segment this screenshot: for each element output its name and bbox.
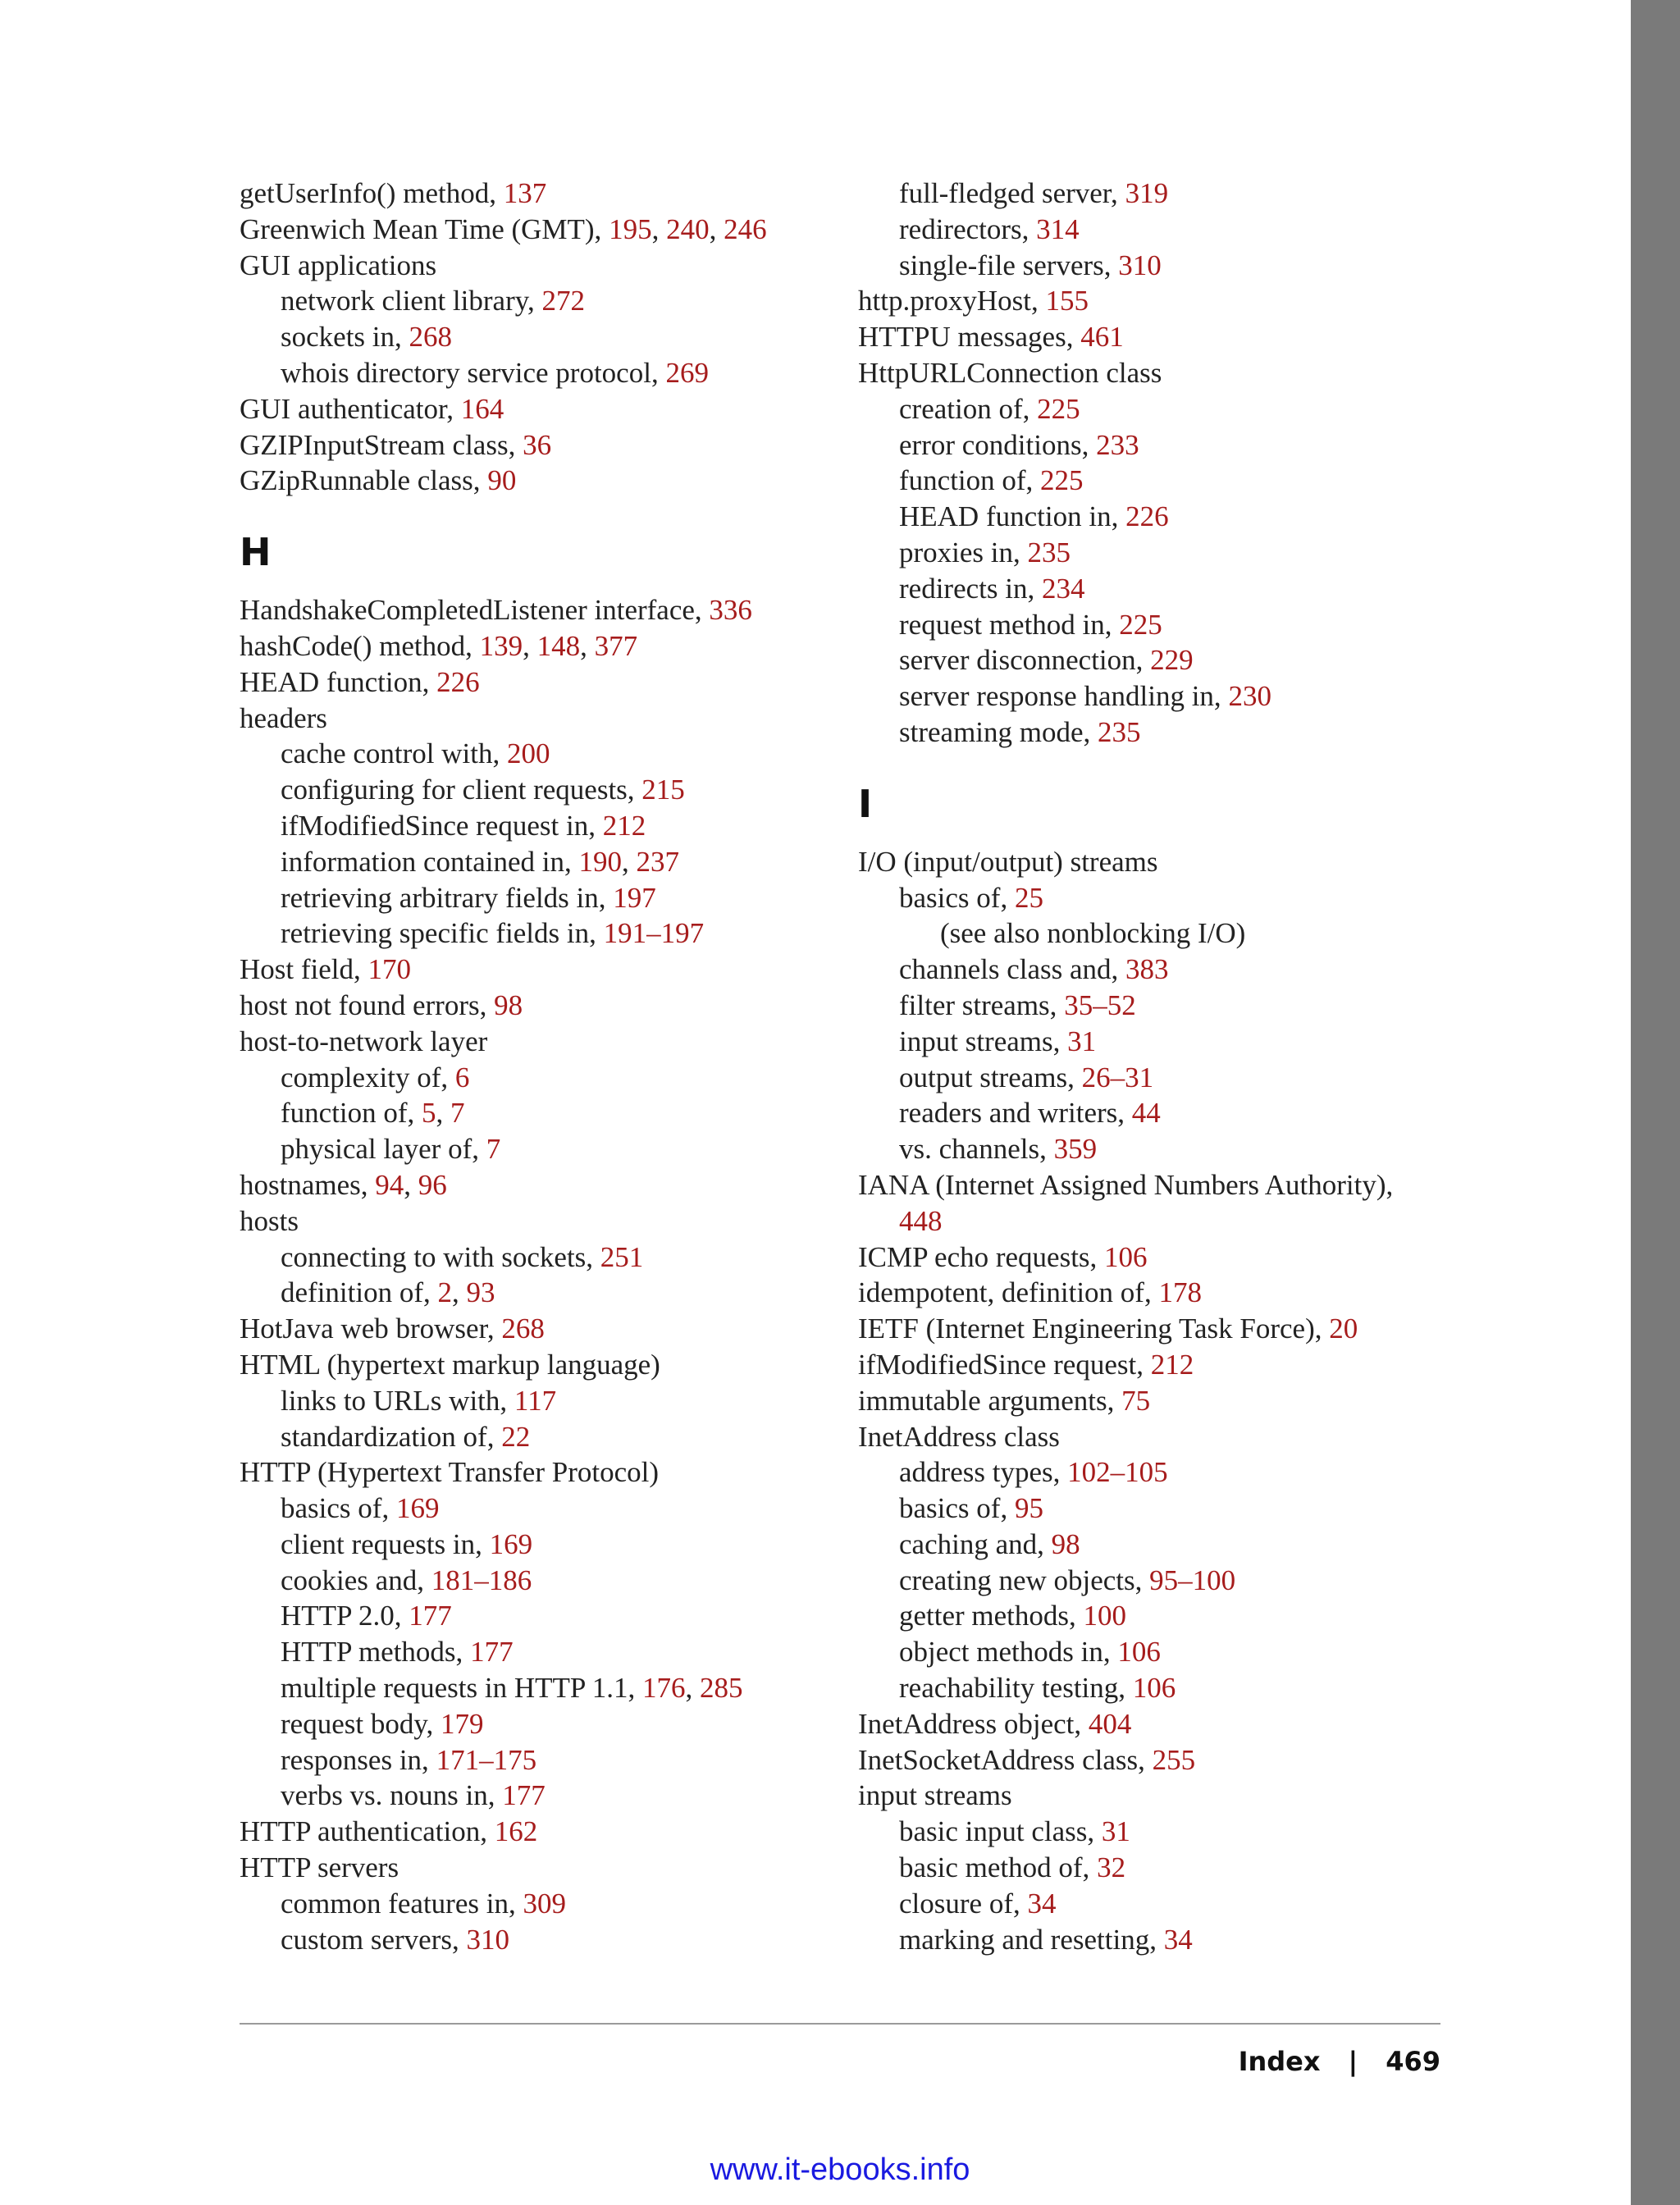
- index-term: physical layer of,: [281, 1133, 486, 1166]
- index-term: marking and resetting,: [899, 1923, 1164, 1956]
- page-reference-link[interactable]: 34: [1027, 1887, 1057, 1920]
- page-reference-link[interactable]: 117: [514, 1384, 557, 1417]
- footer-rule: [240, 2023, 1440, 2025]
- page-footer: [1239, 2043, 1440, 2080]
- index-subentry: [240, 772, 847, 808]
- page-reference-link[interactable]: 7: [450, 1097, 465, 1130]
- page-reference-link[interactable]: 181–186: [431, 1564, 532, 1596]
- index-term: connecting to with sockets,: [281, 1240, 600, 1273]
- index-entry: [858, 355, 1465, 391]
- page-reference-link[interactable]: 268: [501, 1312, 545, 1345]
- index-subentry: [858, 1886, 1465, 1922]
- index-subentry: [240, 880, 847, 916]
- page-reference-link[interactable]: 177: [409, 1600, 452, 1632]
- page-reference-link[interactable]: 225: [1040, 464, 1084, 497]
- index-term: common features in,: [281, 1887, 523, 1920]
- index-term: HTTP 2.0,: [281, 1600, 409, 1632]
- index-subentry: [240, 1634, 847, 1670]
- index-subentry: [240, 1095, 847, 1131]
- index-term: input streams: [858, 1779, 1012, 1812]
- page-reference-link[interactable]: 176: [642, 1672, 686, 1705]
- page-number: 469: [1386, 2046, 1440, 2077]
- index-entry: [240, 592, 847, 628]
- index-term: GUI authenticator,: [240, 392, 461, 425]
- index-subentry: [858, 988, 1465, 1024]
- page-reference-link[interactable]: 285: [700, 1672, 743, 1705]
- index-term: request body,: [281, 1707, 441, 1740]
- index-term: immutable arguments,: [858, 1384, 1122, 1417]
- page-reference-link[interactable]: 90: [487, 464, 517, 497]
- footer-separator: |: [1348, 2046, 1358, 2077]
- page-reference-link[interactable]: 179: [441, 1707, 484, 1740]
- index-term: basics of,: [899, 1492, 1015, 1525]
- page-reference-link[interactable]: 195: [609, 212, 652, 245]
- index-term: standardization of,: [281, 1420, 502, 1453]
- page-reference-link[interactable]: 102–105: [1067, 1456, 1168, 1489]
- index-subentry: [240, 1598, 847, 1634]
- index-subentry: [240, 1275, 847, 1311]
- index-subentry: [240, 736, 847, 772]
- page-reference-link[interactable]: 197: [613, 881, 656, 914]
- page-reference-link[interactable]: 234: [1041, 572, 1085, 605]
- index-term: redirects in,: [899, 572, 1042, 605]
- index-subentry: [858, 176, 1465, 212]
- index-term: network client library,: [281, 285, 542, 317]
- index-entry: [240, 1347, 847, 1383]
- index-subentry: [240, 808, 847, 844]
- ref-separator: ,: [622, 845, 637, 878]
- page-reference-link[interactable]: 2: [437, 1276, 452, 1309]
- index-subentry: [858, 1670, 1465, 1706]
- page-reference-link[interactable]: 178: [1158, 1276, 1202, 1309]
- index-subentry: [240, 915, 847, 952]
- index-subentry: [858, 952, 1465, 988]
- watermark-link[interactable]: www.it-ebooks.info: [710, 2152, 970, 2187]
- page-reference-link[interactable]: 7: [486, 1133, 501, 1166]
- index-term: verbs vs. nouns in,: [281, 1779, 503, 1812]
- page-reference-link[interactable]: 96: [418, 1168, 447, 1201]
- page-reference-link[interactable]: 212: [602, 809, 646, 842]
- page-reference-link[interactable]: 6: [454, 1061, 470, 1093]
- index-term: error conditions,: [899, 428, 1097, 461]
- index-subentry: [240, 1527, 847, 1563]
- index-term: GUI applications: [240, 249, 437, 281]
- index-subentry: [240, 283, 847, 319]
- index-entry: [858, 844, 1465, 880]
- index-subentry: [858, 1095, 1465, 1131]
- index-subentry: [240, 1419, 847, 1455]
- index-term: hashCode() method,: [240, 629, 480, 662]
- index-term: getter methods,: [899, 1600, 1084, 1632]
- page-reference-link[interactable]: 212: [1150, 1348, 1194, 1381]
- page-reference-link[interactable]: 269: [665, 356, 709, 389]
- page-reference-link[interactable]: 191–197: [603, 917, 705, 950]
- index-subentry: [240, 1742, 847, 1778]
- page-reference-link[interactable]: 237: [636, 845, 680, 878]
- index-subentry: [240, 1670, 847, 1706]
- page-reference-link[interactable]: 31: [1101, 1815, 1130, 1848]
- page-reference-link[interactable]: 155: [1045, 285, 1089, 317]
- page-reference-link[interactable]: 177: [502, 1779, 546, 1812]
- index-subentry: [240, 1383, 847, 1419]
- page-reference-link[interactable]: 44: [1131, 1097, 1161, 1130]
- page-reference-link[interactable]: 171–175: [436, 1743, 537, 1776]
- page-reference-link[interactable]: 169: [395, 1492, 440, 1525]
- index-subentry: [858, 678, 1465, 714]
- index-entry: [240, 1850, 847, 1886]
- index-term: whois directory service protocol,: [281, 356, 666, 389]
- page-reference-link[interactable]: 226: [436, 665, 480, 698]
- index-entry: [240, 176, 847, 212]
- index-term: host-to-network layer: [240, 1025, 488, 1057]
- page-reference-link[interactable]: 98: [1051, 1527, 1080, 1560]
- index-subentry: [858, 1203, 1465, 1239]
- page-reference-link[interactable]: 310: [1118, 249, 1162, 281]
- page-reference-link[interactable]: 251: [600, 1240, 644, 1273]
- index-subentry: [858, 1922, 1465, 1958]
- index-subentry: [858, 248, 1465, 284]
- page-reference-link[interactable]: 272: [541, 285, 585, 317]
- index-term: ifModifiedSince request in,: [281, 809, 603, 842]
- index-term: basic input class,: [899, 1815, 1102, 1848]
- page-reference-link[interactable]: 148: [536, 629, 581, 662]
- index-term: InetSocketAddress class,: [858, 1743, 1153, 1776]
- index-subentry: [858, 427, 1465, 463]
- index-subentry: [858, 571, 1465, 607]
- index-entry: [240, 427, 847, 463]
- index-term: client requests in,: [281, 1527, 490, 1560]
- index-term: sockets in,: [281, 321, 409, 354]
- index-subentry: [240, 1491, 847, 1527]
- index-term: caching and,: [899, 1527, 1052, 1560]
- index-section-letter: H: [240, 530, 272, 575]
- ref-separator: ,: [580, 629, 595, 662]
- index-entry: [240, 1167, 847, 1203]
- index-term: HTTP servers: [240, 1851, 399, 1884]
- index-term: HTML (hypertext markup language): [240, 1348, 660, 1381]
- index-term: I/O (input/output) streams: [858, 845, 1158, 878]
- index-entry: [240, 1024, 847, 1060]
- index-subentry: [858, 1060, 1465, 1096]
- index-term: HEAD function in,: [899, 500, 1126, 533]
- index-term: output streams,: [899, 1061, 1082, 1093]
- index-term: InetAddress object,: [858, 1707, 1089, 1740]
- index-term: ICMP echo requests,: [858, 1240, 1105, 1273]
- index-entry: [858, 1742, 1465, 1778]
- page-reference-link[interactable]: 93: [466, 1276, 495, 1309]
- page-reference-link[interactable]: 225: [1037, 392, 1080, 425]
- scrollbar[interactable]: [1631, 0, 1680, 2205]
- page-reference-link[interactable]: 36: [523, 428, 552, 461]
- index-term: InetAddress class: [858, 1420, 1060, 1453]
- index-subentry: [858, 1598, 1465, 1634]
- index-entry: [858, 1347, 1465, 1383]
- index-entry: [240, 391, 847, 427]
- index-term: GZIPInputStream class,: [240, 428, 523, 461]
- index-entry: [240, 248, 847, 284]
- page-reference-link[interactable]: 319: [1125, 177, 1169, 209]
- index-entry: [240, 463, 847, 499]
- index-term: configuring for client requests,: [281, 774, 642, 806]
- page-reference-link[interactable]: 106: [1117, 1636, 1161, 1669]
- index-entry: [240, 1203, 847, 1239]
- index-term: proxies in,: [899, 536, 1028, 568]
- index-subentry: [858, 1131, 1465, 1167]
- page-reference-link[interactable]: 230: [1228, 680, 1271, 713]
- ref-separator: ,: [685, 1672, 701, 1705]
- index-term: object methods in,: [899, 1636, 1118, 1669]
- page-reference-link[interactable]: 137: [503, 177, 547, 209]
- page-reference-link[interactable]: 94: [375, 1168, 404, 1201]
- index-term: HTTP authentication,: [240, 1815, 495, 1848]
- page-reference-link[interactable]: 190: [578, 845, 623, 878]
- index-term: function of,: [281, 1097, 422, 1130]
- page-reference-link[interactable]: 225: [1119, 608, 1162, 641]
- index-column-right: [858, 176, 1465, 1957]
- index-entry: [240, 1454, 847, 1491]
- index-entry: [858, 1239, 1465, 1276]
- index-subentry: [858, 535, 1465, 571]
- page-reference-link[interactable]: 359: [1053, 1133, 1098, 1166]
- index-subentry: [858, 1527, 1465, 1563]
- index-subentry: [240, 1778, 847, 1814]
- page-reference-link[interactable]: 75: [1121, 1384, 1151, 1417]
- page-reference-link[interactable]: 233: [1096, 428, 1139, 461]
- page-reference-link[interactable]: 309: [523, 1887, 566, 1920]
- index-term: HTTP (Hypertext Transfer Protocol): [240, 1456, 659, 1489]
- index-term: basics of,: [281, 1492, 396, 1525]
- index-term: basics of,: [899, 881, 1015, 914]
- index-entry: [240, 1814, 847, 1850]
- page-reference-link[interactable]: 32: [1097, 1851, 1126, 1884]
- page-reference-link[interactable]: 169: [489, 1527, 533, 1560]
- index-term: ifModifiedSince request,: [858, 1348, 1151, 1381]
- index-subentry: [858, 642, 1465, 678]
- index-subentry: [858, 499, 1465, 535]
- index-term: complexity of,: [281, 1061, 455, 1093]
- footer-section-label: Index: [1238, 2046, 1321, 2077]
- page-reference-link[interactable]: 35–52: [1064, 988, 1136, 1021]
- index-term: custom servers,: [281, 1923, 467, 1956]
- index-subentry: [858, 1814, 1465, 1850]
- page-reference-link[interactable]: 240: [666, 212, 710, 245]
- index-term: idempotent, definition of,: [858, 1276, 1159, 1309]
- page-reference-link[interactable]: 22: [501, 1420, 531, 1453]
- index-entry: [858, 319, 1465, 355]
- index-term: cookies and,: [281, 1564, 431, 1596]
- index-term: streaming mode,: [899, 715, 1098, 748]
- page-reference-link[interactable]: 20: [1329, 1312, 1358, 1345]
- index-term: vs. channels,: [899, 1133, 1054, 1166]
- index-term: readers and writers,: [899, 1097, 1132, 1130]
- page-reference-link[interactable]: 383: [1125, 953, 1169, 986]
- index-entry: [240, 628, 847, 664]
- index-term: information contained in,: [281, 845, 579, 878]
- index-term: HEAD function,: [240, 665, 437, 698]
- index-entry: [858, 1167, 1465, 1203]
- index-term: single-file servers,: [899, 249, 1119, 281]
- page-reference-link[interactable]: 255: [1152, 1743, 1196, 1776]
- index-entry: [240, 664, 847, 701]
- index-subentry: [858, 212, 1465, 248]
- index-term: basic method of,: [899, 1851, 1098, 1884]
- page-reference-link[interactable]: 95: [1014, 1492, 1043, 1525]
- ref-separator: ,: [436, 1097, 451, 1130]
- page-reference-link[interactable]: 106: [1132, 1672, 1176, 1705]
- index-term: links to URLs with,: [281, 1384, 514, 1417]
- page-reference-link[interactable]: 95–100: [1149, 1564, 1236, 1596]
- index-entry: [858, 1311, 1465, 1347]
- index-subentry: [858, 463, 1465, 499]
- index-subentry: [858, 1024, 1465, 1060]
- page-reference-link[interactable]: 26–31: [1081, 1061, 1154, 1093]
- index-term: HttpURLConnection class: [858, 356, 1162, 389]
- index-term: HotJava web browser,: [240, 1312, 502, 1345]
- index-entry: [240, 701, 847, 737]
- page-reference-link[interactable]: 215: [641, 774, 685, 806]
- page-reference-link[interactable]: 170: [368, 953, 412, 986]
- index-term: hostnames,: [240, 1168, 376, 1201]
- index-subentry: [240, 1922, 847, 1958]
- page-reference-link[interactable]: 229: [1150, 644, 1194, 677]
- index-term: Host field,: [240, 953, 368, 986]
- index-term: closure of,: [899, 1887, 1028, 1920]
- index-term: server disconnection,: [899, 644, 1151, 677]
- page-reference-link[interactable]: 226: [1125, 500, 1169, 533]
- page-reference-link[interactable]: 336: [709, 594, 752, 627]
- index-term: hosts: [240, 1204, 299, 1237]
- index-subentry: [240, 844, 847, 880]
- index-subentry: [858, 1563, 1465, 1599]
- page-reference-link[interactable]: 235: [1027, 536, 1071, 568]
- page-reference-link[interactable]: 162: [494, 1815, 538, 1848]
- index-subentry: [858, 1850, 1465, 1886]
- ref-separator: ,: [404, 1168, 418, 1201]
- page-reference-link[interactable]: 34: [1163, 1923, 1193, 1956]
- index-subentry: [858, 391, 1465, 427]
- index-term: HTTP methods,: [281, 1636, 471, 1669]
- index-term: GZipRunnable class,: [240, 464, 488, 497]
- page-reference-link[interactable]: 314: [1036, 212, 1080, 245]
- index-term: (see also nonblocking I/O): [940, 917, 1246, 950]
- index-entry: [858, 1275, 1465, 1311]
- index-entry: [240, 952, 847, 988]
- ref-separator: ,: [523, 629, 537, 662]
- index-term: host not found errors,: [240, 988, 495, 1021]
- index-subentry: [240, 1131, 847, 1167]
- index-term: creation of,: [899, 392, 1038, 425]
- index-subentry: [858, 714, 1465, 751]
- page-reference-link[interactable]: 98: [494, 988, 523, 1021]
- index-term: full-fledged server,: [899, 177, 1125, 209]
- index-subentry: [858, 1634, 1465, 1670]
- index-column-left: [240, 176, 847, 1957]
- index-term: retrieving specific fields in,: [281, 917, 604, 950]
- page-reference-link[interactable]: 235: [1098, 715, 1141, 748]
- page-reference-link[interactable]: 106: [1104, 1240, 1148, 1273]
- index-term: cache control with,: [281, 737, 508, 770]
- page-reference-link[interactable]: 377: [594, 629, 638, 662]
- index-term: headers: [240, 701, 327, 734]
- page-reference-link[interactable]: 461: [1080, 321, 1124, 354]
- index-term: responses in,: [281, 1743, 436, 1776]
- index-subentry: [240, 1239, 847, 1276]
- index-term: server response handling in,: [899, 680, 1229, 713]
- page-reference-link[interactable]: 139: [479, 629, 523, 662]
- page-reference-link[interactable]: 177: [470, 1636, 514, 1669]
- index-term: address types,: [899, 1456, 1068, 1489]
- page-reference-link[interactable]: 310: [466, 1923, 509, 1956]
- ref-separator: ,: [452, 1276, 467, 1309]
- index-subentry: [858, 915, 1465, 952]
- page-reference-link[interactable]: 5: [422, 1097, 436, 1130]
- index-entry: [240, 1311, 847, 1347]
- index-entry: [240, 212, 847, 248]
- index-term: IETF (Internet Engineering Task Force),: [858, 1312, 1330, 1345]
- index-term: retrieving arbitrary fields in,: [281, 881, 614, 914]
- index-entry: [858, 283, 1465, 319]
- index-entry: [240, 988, 847, 1024]
- index-term: request method in,: [899, 608, 1120, 641]
- index-subentry: [240, 1060, 847, 1096]
- index-entry: [858, 1383, 1465, 1419]
- index-term: HandshakeCompletedListener interface,: [240, 594, 710, 627]
- index-term: IANA (Internet Assigned Numbers Authority),: [858, 1168, 1394, 1201]
- page-reference-link[interactable]: 404: [1088, 1707, 1132, 1740]
- page-reference-link[interactable]: 25: [1014, 881, 1043, 914]
- index-entry: [858, 1419, 1465, 1455]
- index-term: redirectors,: [899, 212, 1037, 245]
- index-entry: [858, 1706, 1465, 1742]
- page-reference-link[interactable]: 31: [1067, 1025, 1097, 1057]
- index-subentry: [240, 1563, 847, 1599]
- page-reference-link[interactable]: 100: [1083, 1600, 1127, 1632]
- index-entry: [858, 1778, 1465, 1814]
- index-term: input streams,: [899, 1025, 1068, 1057]
- index-subentry: [858, 880, 1465, 916]
- index-subentry: [858, 1491, 1465, 1527]
- page-reference-link[interactable]: 164: [460, 392, 504, 425]
- ref-separator: ,: [651, 212, 667, 245]
- index-term: channels class and,: [899, 953, 1126, 986]
- index-subentry: [240, 319, 847, 355]
- index-term: filter streams,: [899, 988, 1065, 1021]
- index-subentry: [858, 607, 1465, 643]
- page-reference-link[interactable]: 448: [899, 1204, 943, 1237]
- index-term: reachability testing,: [899, 1672, 1133, 1705]
- index-term: HTTPU messages,: [858, 321, 1081, 354]
- index-subentry: [240, 355, 847, 391]
- index-term: definition of,: [281, 1276, 438, 1309]
- page-reference-link[interactable]: 246: [724, 212, 767, 245]
- page-reference-link[interactable]: 200: [507, 737, 550, 770]
- index-term: function of,: [899, 464, 1041, 497]
- ref-separator: ,: [709, 212, 724, 245]
- index-term: creating new objects,: [899, 1564, 1150, 1596]
- index-subentry: [240, 1886, 847, 1922]
- page-reference-link[interactable]: 268: [409, 321, 453, 354]
- index-term: Greenwich Mean Time (GMT),: [240, 212, 609, 245]
- index-term: multiple requests in HTTP 1.1,: [281, 1672, 643, 1705]
- index-section-letter: I: [858, 781, 873, 826]
- index-term: getUserInfo() method,: [240, 177, 504, 209]
- index-term: http.proxyHost,: [858, 285, 1046, 317]
- index-subentry: [858, 1454, 1465, 1491]
- index-subentry: [240, 1706, 847, 1742]
